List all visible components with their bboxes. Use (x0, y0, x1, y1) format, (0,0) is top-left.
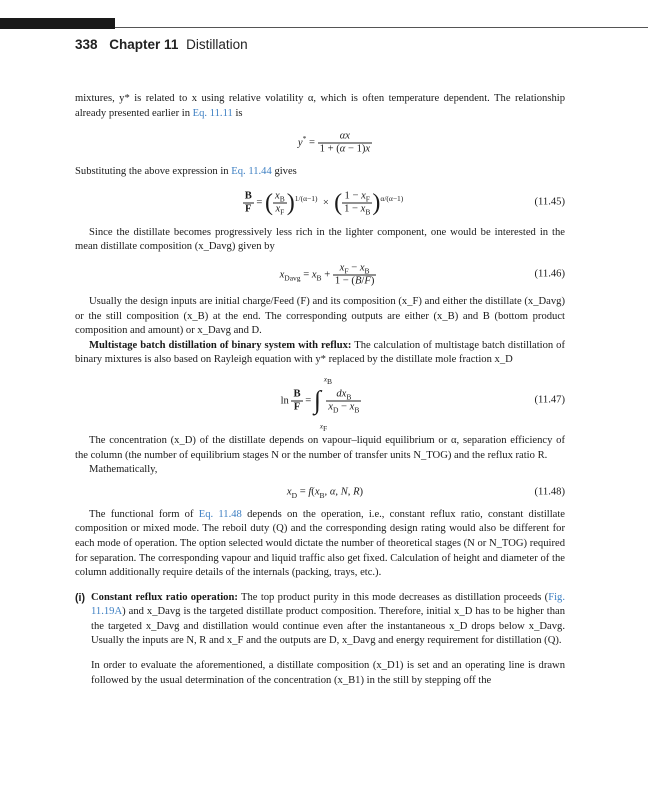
paragraph: Substituting the above expression in Eq. 11.44 gives (75, 166, 297, 178)
chapter-label: Chapter 11 (109, 37, 179, 52)
paragraph: In order to evaluate the aforementioned, a distillate composition (x_D1) is set and an operating line is drawn followed by the usual determination of the concentration (x_B1) in the still by stepping off the (91, 660, 565, 686)
list-marker: (i) (75, 591, 85, 604)
equation-number: (11.48) (534, 486, 565, 498)
page-number: 338 (75, 37, 98, 52)
equation-link[interactable]: Eq. 11.11 (192, 107, 233, 119)
paragraph: The concentration (x_D) of the distillate depends on vapour–liquid equilibrium or α, separation efficiency of the column (the number of equilibrium stages N or the number of transfer units N_TOG) and the reflux ratio R. (75, 434, 565, 461)
paragraph: The functional form of Eq. 11.48 depends on the operation, i.e., constant reflux ratio, constant distillate composition or mixed mode. The reboil duty (Q) and the corresponding design rating would also be different for each mode of operation. The option selected would dictate the number of theoretical stages (N or N_TOG) required for separation. The corresponding vapour and liquid traffic also get fixed. Calculation of height and diameter of the column additionally require details of the internals (packing, trays, etc.). (75, 508, 566, 579)
equation-11-46: $x_{Davg} = x_B$ + $\frac{x_F - x_B}{1 - (B/F)}$ (11.46) (279, 262, 565, 287)
paragraph: Multistage batch distillation of binary system with reflux: The calculation of multistage batch distillation of binary mixtures is also based on Rayleigh equation with y* replaced by the distillate mole fraction x_D (75, 339, 566, 366)
equation-link[interactable]: Eq. 11.48 (198, 508, 242, 520)
equation-number: (11.45) (534, 196, 565, 208)
equation-ystar: y* = $\frac{\alpha x}{1 + (\alpha - 1)x}$ (297, 130, 371, 155)
equation-number: (11.47) (534, 394, 565, 406)
paragraph: Since the distillate becomes progressively less rich in the lighter component, one would be interested in the mean distillate composition (x_Davg) given by (75, 226, 565, 253)
chapter-title: Distillation (186, 37, 248, 52)
paragraph: Usually the design inputs are initial charge/Feed (F) and its composition (x_F) and either the distillate (x_Davg) or the still composition (x_B) at the end. The corresponding outputs are either (x_B) and B (bottom product composition and amount) or x_Davg and D. (75, 295, 565, 337)
running-header (75, 37, 248, 52)
header-bar (0, 18, 115, 29)
page-body (75, 92, 565, 688)
paragraph: mixtures, y* is related to x using relative volatility α, which is often temperature dependent. The relationship already presented earlier in Eq. 11.11 is (75, 93, 565, 119)
equation-11-45: $\frac{B}{F}$ = ( $\frac{x_B}{x_F}$ )$^{1/(\alpha-1)}$ × ( $\frac{1 - x_F}{1 - x_B}$ )$^{\alpha/(\alpha-1)}$ (11.45) (244, 189, 565, 217)
list-item: (i) Constant reflux ratio operation: The top product purity in this mode decreases as distillation proceeds (Fig. 11.19A) and x_Davg is the targeted distillate product composition. Therefore, initial x_D has to be higher than the targeted x_Davg and distillation would continue even after the instantaneous x_D drops below x_Davg. Usually the inputs are N, R and x_F and the outputs are D, x_Davg and energy requirement for distillation (Q). (75, 591, 565, 647)
equation-11-48: $x_D = f(x_B$, α, N, R) (11.48) (286, 486, 565, 500)
equation-number: (11.46) (534, 268, 565, 280)
paragraph: Mathematically, (89, 464, 158, 476)
equation-link[interactable]: Eq. 11.44 (231, 166, 272, 178)
equation-11-47: ln $\frac{B}{F}$ = ∫ $x_F$ $x_B$ $\frac{dx_B}{x_D - x_B}$ (11.47) (280, 375, 565, 433)
header-rule (115, 27, 648, 28)
figure-link[interactable]: Fig. 11.19A (91, 591, 565, 618)
